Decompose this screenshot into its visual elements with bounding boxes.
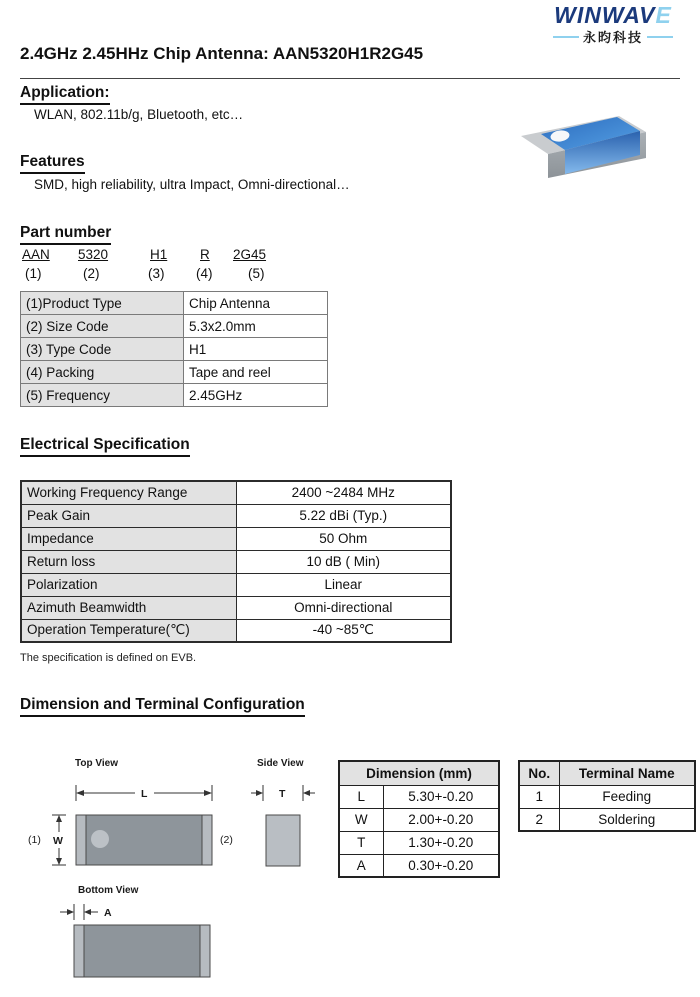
table-row [21, 338, 328, 361]
table-row [21, 292, 328, 315]
dim-arrow [303, 790, 310, 796]
table-row [339, 808, 499, 831]
page-title: 2.4GHz 2.45HHz Chip Antenna: AAN5320H1R2G45 [20, 44, 424, 63]
application-heading: Application: [20, 84, 110, 105]
bottom-view-terminal-1 [74, 925, 84, 977]
part-attr-label: (3) Type Code [21, 338, 184, 361]
code-index: (3) [148, 266, 165, 281]
logo-word-main: WINWAV [554, 2, 656, 28]
spec-value: 2400 ~2484 MHz [236, 481, 451, 504]
spec-label: Peak Gain [21, 504, 236, 527]
dim-symbol: W [339, 808, 383, 831]
chip-antenna-illustration [513, 106, 663, 184]
spec-value: Omni-directional [236, 596, 451, 619]
title-divider [20, 78, 680, 79]
table-row [21, 550, 451, 573]
terminal-name-header: Terminal Name [559, 761, 695, 785]
dim-value: 1.30+-0.20 [383, 831, 499, 854]
table-row [519, 808, 695, 831]
terminal-name: Feeding [559, 785, 695, 808]
terminal-no: 1 [519, 785, 559, 808]
spec-label: Impedance [21, 527, 236, 550]
evb-note: The specification is defined on EVB. [20, 652, 197, 664]
dim-arrow [256, 790, 263, 796]
table-header-row [519, 761, 695, 785]
dimension-drawing [20, 750, 335, 997]
logo-dash-left [553, 36, 579, 38]
table-row [21, 361, 328, 384]
part-number-indices [20, 266, 320, 284]
part-attr-value: Tape and reel [184, 361, 328, 384]
table-row [21, 573, 451, 596]
spec-label: Polarization [21, 573, 236, 596]
dim-arrow [56, 815, 62, 822]
table-row [339, 785, 499, 808]
spec-value: 50 Ohm [236, 527, 451, 550]
table-row [21, 315, 328, 338]
bottom-view-body [74, 925, 210, 977]
code-segment: 5320 [78, 247, 109, 262]
table-row [21, 504, 451, 527]
table-row [21, 481, 451, 504]
spec-label: Return loss [21, 550, 236, 573]
dim-symbol: A [339, 854, 383, 877]
dim-arrow [56, 858, 62, 865]
terminal-name: Soldering [559, 808, 695, 831]
top-view-label: Top View [75, 758, 118, 769]
dim-arrow [67, 909, 74, 915]
part-attr-value: 5.3x2.0mm [184, 315, 328, 338]
spec-value: -40 ~85℃ [236, 619, 451, 642]
logo-subtitle-row [533, 27, 693, 46]
code-index: (5) [248, 266, 265, 281]
table-row [21, 527, 451, 550]
dim-symbol: L [339, 785, 383, 808]
spec-label: Azimuth Beamwidth [21, 596, 236, 619]
part-number-heading: Part number [20, 224, 111, 245]
part-attr-value: 2.45GHz [184, 384, 328, 407]
logo-wordmark [533, 4, 693, 26]
part-attr-value: Chip Antenna [184, 292, 328, 315]
part-attr-label: (2) Size Code [21, 315, 184, 338]
part-attr-label: (1)Product Type [21, 292, 184, 315]
table-header-row [339, 761, 499, 785]
logo-dash-right [647, 36, 673, 38]
polarity-dot [91, 830, 109, 848]
dim-value: 2.00+-0.20 [383, 808, 499, 831]
code-index: (1) [25, 266, 42, 281]
dimension-table-header: Dimension (mm) [339, 761, 499, 785]
dim-a-label: A [104, 907, 112, 919]
table-row [339, 854, 499, 877]
chip-antenna-image [513, 106, 663, 184]
electrical-spec-heading: Electrical Specification [20, 436, 190, 457]
dim-arrow [76, 790, 84, 796]
table-row [339, 831, 499, 854]
spec-label: Operation Temperature(℃) [21, 619, 236, 642]
top-view-terminal-2 [202, 815, 212, 865]
top-view-terminal-1 [76, 815, 86, 865]
part-attr-label: (4) Packing [21, 361, 184, 384]
dimension-config-heading: Dimension and Terminal Configuration [20, 696, 305, 717]
dim-w-label: W [53, 835, 63, 847]
dim-symbol: T [339, 831, 383, 854]
dim-value: 5.30+-0.20 [383, 785, 499, 808]
code-segment: 2G45 [233, 247, 267, 262]
part-number-codes [20, 247, 320, 265]
dimension-table [338, 760, 500, 878]
spec-value: Linear [236, 573, 451, 596]
terminal-2-callout: (2) [220, 834, 233, 846]
side-view-label: Side View [257, 758, 304, 769]
dim-l-label: L [141, 788, 148, 800]
side-view-body [266, 815, 300, 866]
logo-subtitle: 永昀科技 [582, 30, 643, 45]
dim-value: 0.30+-0.20 [383, 854, 499, 877]
table-row [21, 619, 451, 642]
terminal-no: 2 [519, 808, 559, 831]
table-row [519, 785, 695, 808]
part-number-table [20, 291, 328, 407]
code-segment: H1 [150, 247, 168, 262]
electrical-spec-table [20, 480, 452, 643]
terminal-no-header: No. [519, 761, 559, 785]
dim-t-label: T [279, 788, 286, 800]
table-row [21, 596, 451, 619]
part-attr-value: H1 [184, 338, 328, 361]
features-heading: Features [20, 153, 85, 174]
code-index: (2) [83, 266, 100, 281]
table-row [21, 384, 328, 407]
dim-arrow [84, 909, 91, 915]
code-segment: AAN [22, 247, 50, 262]
terminal-table [518, 760, 696, 832]
spec-value: 10 dB ( Min) [236, 550, 451, 573]
spec-label: Working Frequency Range [21, 481, 236, 504]
code-index: (4) [196, 266, 213, 281]
dim-arrow [204, 790, 212, 796]
code-segment: R [200, 247, 210, 262]
terminal-1-callout: (1) [28, 834, 41, 846]
application-text: WLAN, 802.11b/g, Bluetooth, etc… [34, 107, 244, 122]
features-text: SMD, high reliability, ultra Impact, Omni-directional… [34, 177, 350, 192]
bottom-view-label: Bottom View [78, 885, 139, 896]
part-attr-label: (5) Frequency [21, 384, 184, 407]
logo-word-accent: E [655, 2, 672, 28]
bottom-view-terminal-2 [200, 925, 210, 977]
spec-value: 5.22 dBi (Typ.) [236, 504, 451, 527]
company-logo [533, 4, 693, 46]
